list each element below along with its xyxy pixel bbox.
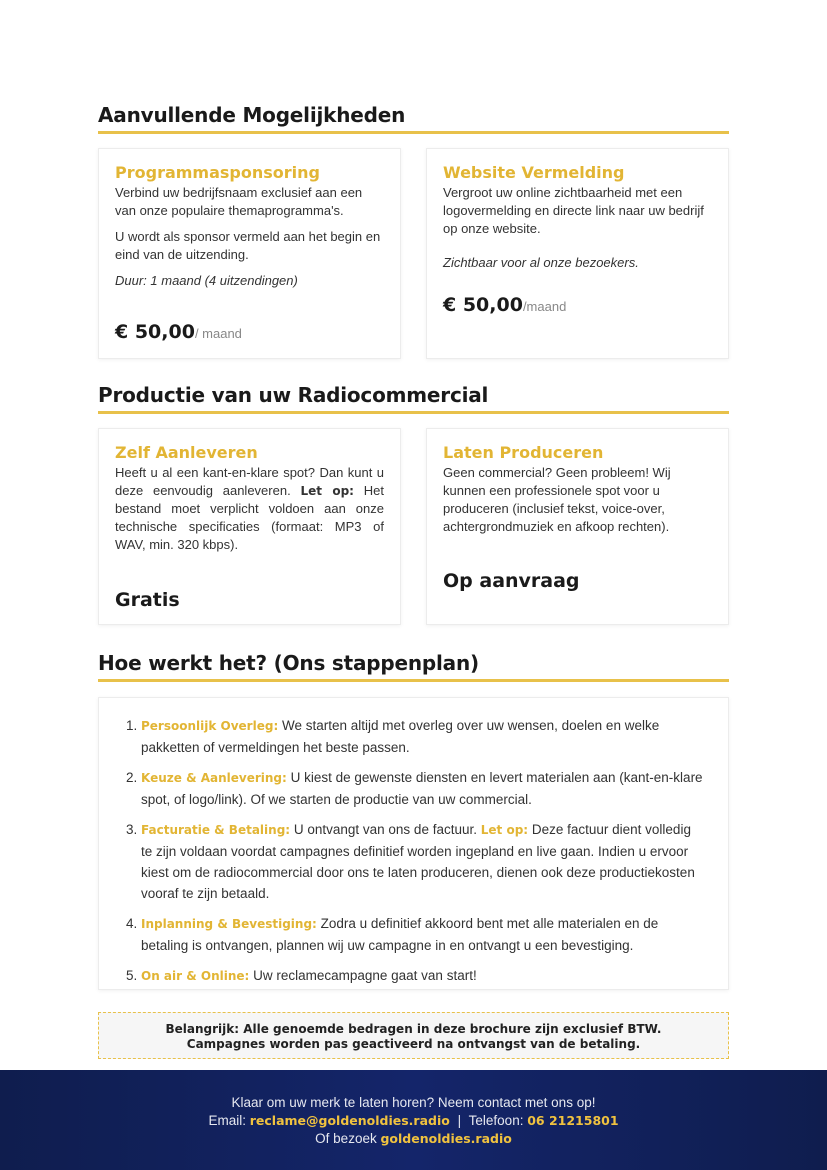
card-description: Vergroot uw online zichtbaarheid met een logovermelding en directe link naar uw bedrijf op onze website. xyxy=(443,185,704,236)
card-duration: Duur: 1 maand (4 uitzendingen) xyxy=(115,273,298,288)
website-link[interactable]: goldenoldies.radio xyxy=(380,1131,512,1146)
email-link[interactable]: reclame@goldenoldies.radio xyxy=(249,1113,450,1128)
step-item: 4. Inplanning & Bevestiging: Zodra u definitief akkoord bent met alle materialen en de betaling is ontvangen, plannen wij uw campagne in en ontvangt u een bevestiging. xyxy=(126,916,659,953)
price-value: € 50,00 xyxy=(443,294,523,316)
step-label: Inplanning & Bevestiging: xyxy=(141,917,317,931)
step-item: 2. Keuze & Aanlevering: U kiest de gewenste diensten en levert materialen aan (kant-en-klare spot, of logo/link). Of we starten de productie van uw commercial. xyxy=(126,770,703,807)
step-label: On air & Online: xyxy=(141,969,250,983)
footer-contact: Email: reclame@goldenoldies.radio | Telefoon: 06 21215801 xyxy=(208,1113,619,1128)
footer xyxy=(0,1070,827,1170)
section-title-production: Productie van uw Radiocommercial xyxy=(98,383,729,414)
card-price: Gratis xyxy=(115,589,180,611)
steps-card xyxy=(98,697,729,990)
card-description: Heeft u al een kant-en-klare spot? Dan kunt u deze eenvoudig aanleveren. Let op: Het bestand moet verplicht voldoen aan onze technische specificaties (formaat: MP3 of WAV, min. 320 kbps). xyxy=(115,465,384,552)
footer-cta: Klaar om uw merk te laten horen? Neem contact met ons op! xyxy=(231,1095,596,1110)
card-programmasponsoring xyxy=(98,148,401,359)
section-title-extra: Aanvullende Mogelijkheden xyxy=(98,103,729,134)
step-label: Facturatie & Betaling: xyxy=(141,823,291,837)
notice-line: Campagnes worden pas geactiveerd na ontvangst van de betaling. xyxy=(186,1037,641,1051)
price-unit: /maand xyxy=(522,299,567,314)
card-price xyxy=(115,321,242,343)
card-price: Op aanvraag xyxy=(443,570,580,592)
card-price xyxy=(443,294,566,316)
let-op-label: Let op: xyxy=(480,823,529,837)
card-title: Programmasponsoring xyxy=(115,163,320,182)
footer-visit: Of bezoek goldenoldies.radio xyxy=(315,1131,512,1146)
card-note: Zichtbaar voor al onze bezoekers. xyxy=(443,255,639,270)
step-item: 1. Persoonlijk Overleg: We starten altijd met overleg over uw wensen, doelen en welke pakketten of vermeldingen het beste passen. xyxy=(126,718,660,755)
important-notice xyxy=(98,1012,729,1059)
card-title: Website Vermelding xyxy=(443,163,625,182)
steps-list xyxy=(126,715,705,996)
price-value: € 50,00 xyxy=(115,321,195,343)
card-website-vermelding xyxy=(426,148,729,359)
card-description: Verbind uw bedrijfsnaam exclusief aan een van onze populaire themaprogramma's. xyxy=(115,185,363,218)
step-label: Persoonlijk Overleg: xyxy=(141,719,279,733)
step-item: 5. On air & Online: Uw reclamecampagne gaat van start! xyxy=(126,968,477,983)
phone-link[interactable]: 06 21215801 xyxy=(527,1113,619,1128)
price-unit: / maand xyxy=(194,326,242,341)
card-description: Geen commercial? Geen probleem! Wij kunnen een professionele spot voor u produceren (inclusief tekst, voice-over, achtergrondmuziek en afkoop rechten). xyxy=(443,465,671,534)
card-zelf-aanleveren xyxy=(98,428,401,625)
card-description: U wordt als sponsor vermeld aan het begin en eind van de uitzending. xyxy=(115,229,381,262)
section-title-steps: Hoe werkt het? (Ons stappenplan) xyxy=(98,651,729,682)
card-title: Zelf Aanleveren xyxy=(115,443,258,462)
step-label: Keuze & Aanlevering: xyxy=(141,771,287,785)
card-laten-produceren xyxy=(426,428,729,625)
notice-line: Belangrijk: Alle genoemde bedragen in deze brochure zijn exclusief BTW. xyxy=(165,1022,662,1036)
let-op-label: Let op: xyxy=(300,484,354,498)
step-item: 3. Facturatie & Betaling: U ontvangt van ons de factuur. Let op: Deze factuur dient volledig te zijn voldaan voordat campagnes definitief worden ingepland en live gaan. Indien u ervoor kiest om de radiocommercial door ons te laten produceren, dienen ook deze productiekosten vooraf te zijn betaald. xyxy=(126,822,695,901)
card-title: Laten Produceren xyxy=(443,443,604,462)
